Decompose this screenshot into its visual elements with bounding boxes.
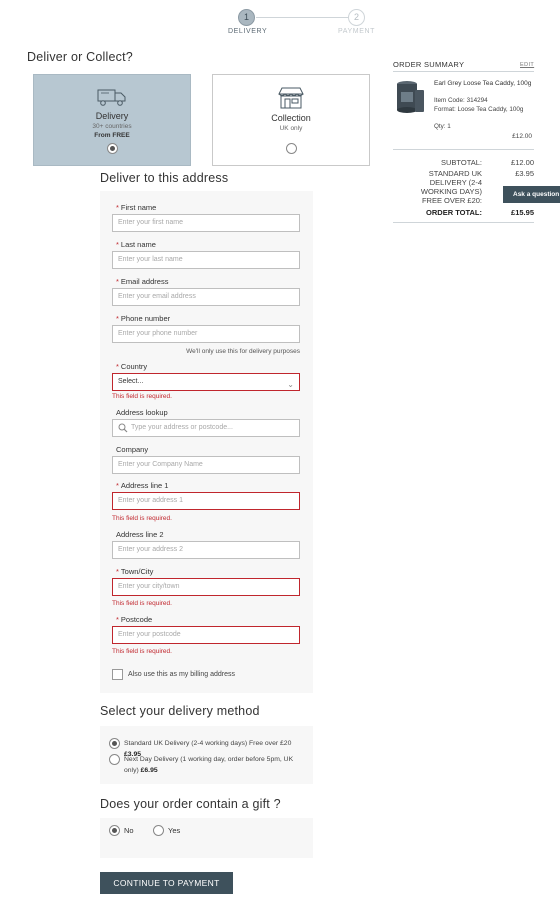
step-label: DELIVERY	[228, 28, 268, 35]
product-price: £12.00	[512, 133, 532, 140]
collection-option-sub: UK only	[279, 125, 303, 132]
step-connector	[256, 17, 348, 18]
country-label: * Country	[116, 362, 148, 371]
address2-label: Address line 2	[116, 530, 164, 539]
town-input[interactable]: Enter your city/town	[112, 578, 300, 596]
town-label: * Town/City	[116, 567, 154, 576]
step-number: 1	[238, 9, 255, 26]
gift-heading: Does your order contain a gift ?	[100, 797, 281, 811]
standard-delivery-price: £3.95	[124, 751, 142, 758]
gift-yes-label: Yes	[168, 826, 181, 835]
postcode-input[interactable]: Enter your postcode	[112, 626, 300, 644]
postcode-error: This field is required.	[112, 648, 172, 655]
checkout-stepper	[228, 8, 388, 40]
billing-address-checkbox[interactable]	[112, 669, 123, 680]
delivery-method-heading: Select your delivery method	[100, 704, 260, 718]
address-form	[100, 191, 313, 693]
step-number: 2	[348, 9, 365, 26]
billing-address-label: Also use this as my billing address	[128, 671, 235, 678]
country-select[interactable]: Select... ⌄	[112, 373, 300, 391]
phone-hint: We'll only use this for delivery purposes	[186, 348, 300, 355]
country-error: This field is required.	[112, 393, 172, 400]
product-qty: Qty: 1	[434, 123, 451, 130]
order-summary-edit-link[interactable]: EDIT	[520, 62, 535, 68]
order-summary-title: ORDER SUMMARY	[393, 60, 465, 69]
address1-label: * Address line 1	[116, 481, 169, 490]
phone-label: * Phone number	[116, 314, 171, 323]
address-lookup-label: Address lookup	[116, 408, 168, 417]
delivery-option-title: Delivery	[95, 111, 129, 121]
delivery-truck-icon	[97, 87, 127, 107]
next-day-delivery-text: Next Day Delivery (1 working day, order before 5pm, UK only)	[124, 756, 294, 774]
email-input[interactable]: Enter your email address	[112, 288, 300, 306]
address1-input[interactable]: Enter your address 1	[112, 492, 300, 510]
continue-to-payment-button[interactable]: CONTINUE TO PAYMENT	[100, 872, 233, 894]
company-label: Company	[116, 445, 149, 454]
first-name-input[interactable]: Enter your first name	[112, 214, 300, 232]
first-name-label: * First name	[116, 203, 157, 212]
summary-divider	[393, 149, 534, 150]
order-total-label: ORDER TOTAL:	[426, 208, 482, 217]
address2-input[interactable]: Enter your address 2	[112, 541, 300, 559]
last-name-input[interactable]: Enter your last name	[112, 251, 300, 269]
collection-option-title: Collection	[271, 113, 311, 123]
step-label: PAYMENT	[338, 28, 375, 35]
phone-input[interactable]: Enter your phone number	[112, 325, 300, 343]
delivery-option-radio[interactable]	[107, 143, 118, 154]
delivery-option-sub: 30+ countries	[92, 123, 132, 130]
gift-yes-radio[interactable]	[153, 825, 164, 836]
gift-panel	[100, 818, 313, 858]
collection-option-radio[interactable]	[286, 143, 297, 154]
address-lookup-input[interactable]: Type your address or postcode...	[112, 419, 300, 437]
collection-option-card[interactable]	[212, 74, 370, 166]
last-name-label: * Last name	[116, 240, 156, 249]
deliver-or-collect-heading: Deliver or Collect?	[27, 50, 133, 64]
company-input[interactable]: Enter your Company Name	[112, 456, 300, 474]
email-label: * Email address	[116, 277, 169, 286]
ask-a-question-button[interactable]: Ask a question	[503, 186, 560, 203]
search-icon	[118, 423, 128, 433]
summary-divider	[393, 222, 534, 223]
gift-no-label: No	[124, 826, 134, 835]
product-name[interactable]: Earl Grey Loose Tea Caddy, 100g	[434, 80, 532, 87]
delivery-cost-label: STANDARD UK DELIVERY (2-4 WORKING DAYS) FREE OVER £20:	[420, 169, 482, 205]
chevron-down-icon: ⌄	[287, 380, 294, 389]
product-item-code: Item Code: 314294	[434, 97, 488, 104]
product-format: Format: Loose Tea Caddy, 100g	[434, 106, 524, 113]
delivery-cost-value: £3.95	[515, 169, 534, 178]
town-error: This field is required.	[112, 600, 172, 607]
standard-delivery-text: Standard UK Delivery (2-4 working days) Free over £20	[124, 740, 292, 747]
subtotal-label: SUBTOTAL:	[441, 158, 482, 167]
deliver-address-heading: Deliver to this address	[100, 171, 229, 185]
order-total-value: £15.95	[511, 208, 534, 217]
next-day-delivery-radio[interactable]	[109, 754, 120, 765]
standard-delivery-radio[interactable]	[109, 738, 120, 749]
delivery-option-card[interactable]	[33, 74, 191, 166]
next-day-delivery-price: £6.95	[140, 767, 158, 774]
gift-no-radio[interactable]	[109, 825, 120, 836]
address1-error: This field is required.	[112, 515, 172, 522]
store-icon	[277, 87, 305, 109]
delivery-method-panel	[100, 726, 313, 784]
delivery-option-note: From FREE	[94, 132, 130, 139]
product-thumbnail[interactable]	[394, 78, 426, 114]
summary-divider	[393, 71, 534, 72]
subtotal-value: £12.00	[511, 158, 534, 167]
postcode-label: * Postcode	[116, 615, 153, 624]
